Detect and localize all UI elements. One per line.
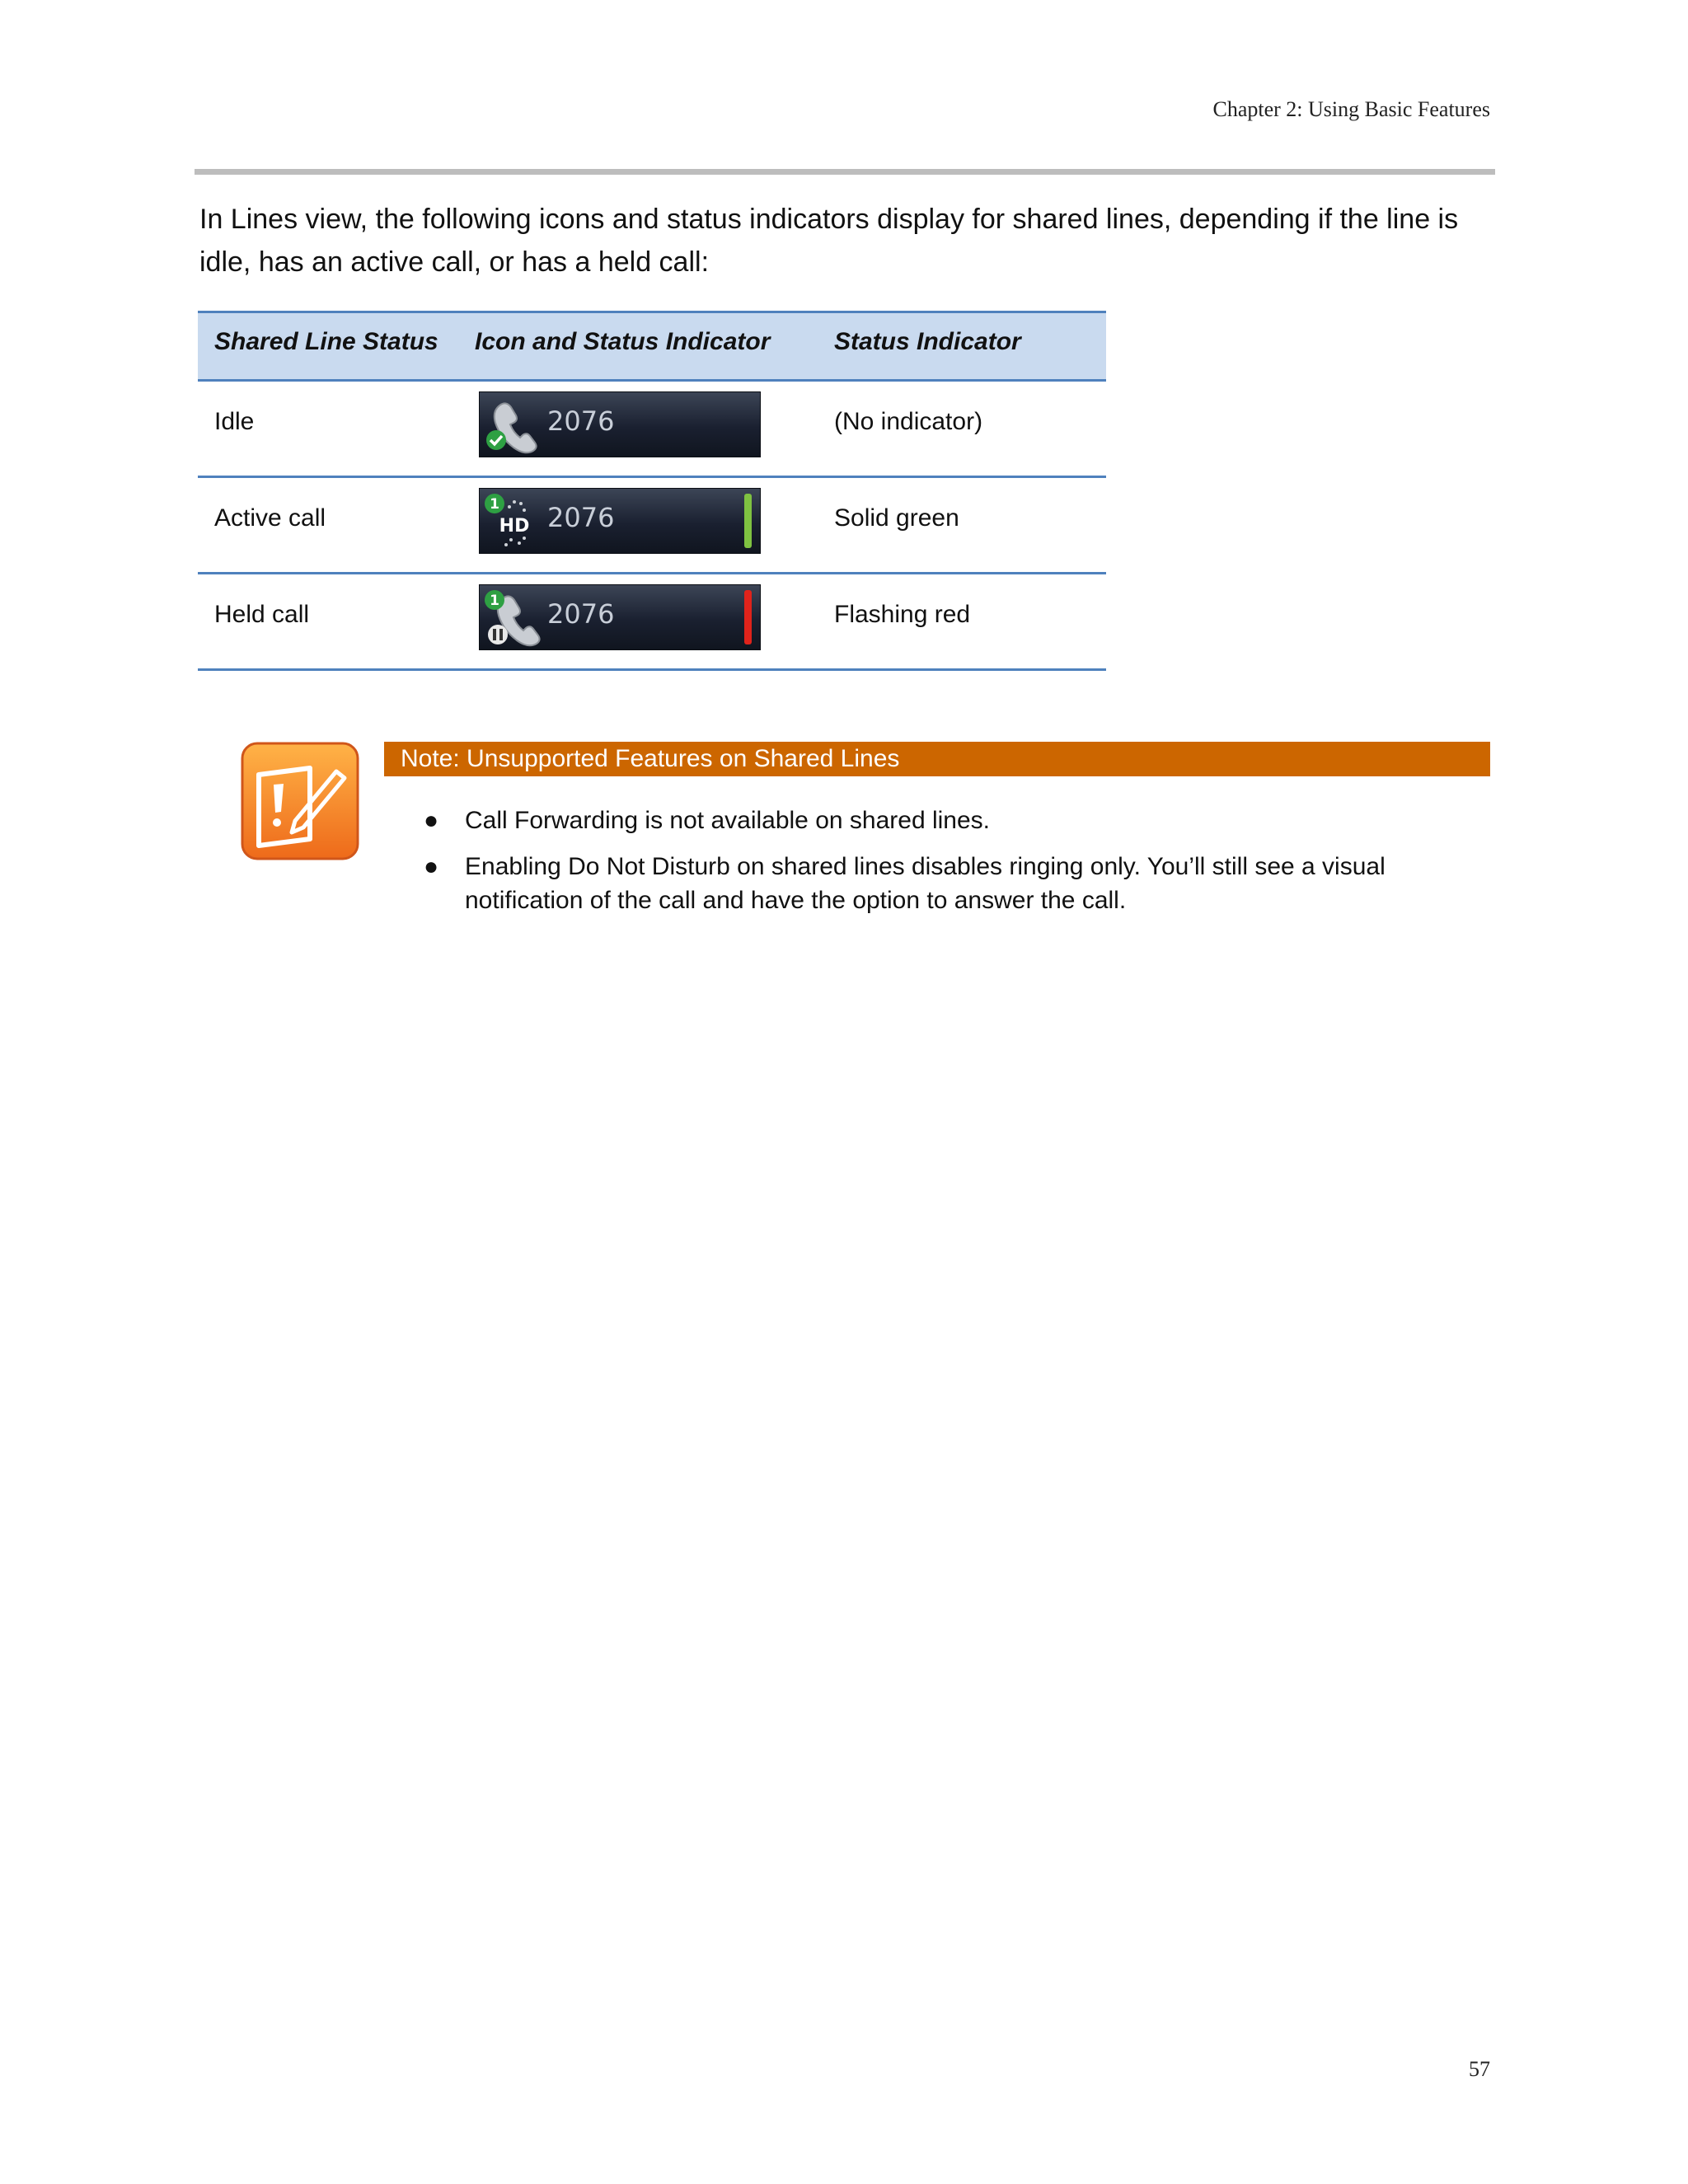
row-indicator: Flashing red [834, 601, 971, 628]
header-shared-line-status: Shared Line Status [214, 328, 438, 355]
row-status: Idle [214, 408, 255, 435]
call-count-badge: 1 [490, 496, 499, 513]
line-number: 2076 [547, 598, 615, 630]
bullet-icon: ● [424, 853, 439, 880]
phone-hold-icon [481, 587, 541, 652]
note-title-bar [384, 742, 1490, 776]
line-key-image [479, 584, 761, 650]
list-item [420, 804, 1475, 837]
note-bullet-text: Call Forwarding is not available on shared lines. [465, 807, 991, 834]
note-title: Note: Unsupported Features on Shared Lines [401, 745, 900, 772]
hd-call-icon [481, 490, 541, 555]
table-row [198, 574, 1106, 671]
table-row [198, 478, 1106, 574]
line-number: 2076 [547, 405, 615, 437]
phone-check-icon [481, 394, 541, 459]
row-indicator: (No indicator) [834, 408, 983, 435]
table-header-row [198, 311, 1106, 382]
note-bullet-text: Enabling Do Not Disturb on shared lines disables ringing only. You’ll still see a visual notification of the call and have the option to answer the call. [465, 853, 1386, 914]
line-key-image [479, 391, 761, 457]
note-bullet-list [420, 804, 1475, 930]
page-number: 57 [1469, 2057, 1490, 2081]
bullet-icon: ● [424, 807, 439, 834]
header-status-indicator: Status Indicator [834, 328, 1021, 355]
intro-paragraph: In Lines view, the following icons and status indicators display for shared lines, depending if the line is idle, has an active call, or has a held call: [199, 204, 1459, 278]
row-status: Held call [214, 601, 310, 628]
line-key-image [479, 488, 761, 554]
call-count-badge: 1 [490, 593, 499, 609]
svg-text:HD: HD [499, 516, 530, 537]
line-number: 2076 [547, 502, 615, 533]
shared-line-status-table [198, 311, 1106, 671]
header-icon-and-status-indicator: Icon and Status Indicator [475, 328, 771, 355]
running-header: Chapter 2: Using Basic Features [1212, 97, 1490, 121]
status-indicator-bar [744, 494, 752, 548]
list-item [420, 850, 1475, 917]
table-row [198, 382, 1106, 478]
row-indicator: Solid green [834, 504, 959, 532]
note-warning-icon [241, 742, 359, 860]
row-status: Active call [214, 504, 326, 532]
status-indicator-bar [744, 590, 752, 644]
header-rule [195, 169, 1495, 175]
